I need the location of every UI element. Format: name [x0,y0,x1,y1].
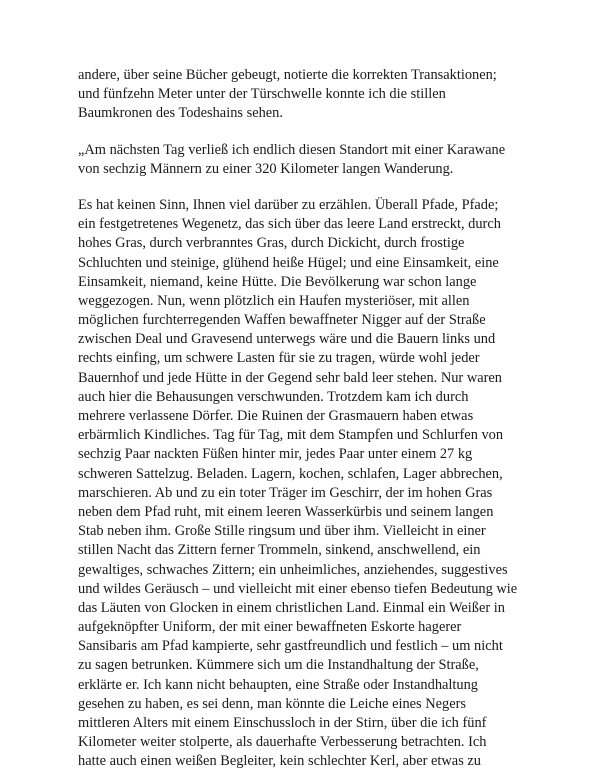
text-line: hohes Gras, durch verbranntes Gras, durch Dickicht, durch frostige [78,235,465,252]
paragraph-3 [78,196,534,772]
paragraph-spacer [78,179,534,196]
text-line: neben dem Pfad ruht, mit einem leeren Wasserkürbis und seinem langen [78,503,494,520]
text-line: Baumkronen des Todeshains sehen. [78,105,283,122]
text-line: weggezogen. Nun, wenn plötzlich ein Haufen mysteriöser, mit allen [78,292,470,309]
text-line: Schluchten und steinige, glühend heiße Hügel; und eine Einsamkeit, eine [78,254,499,271]
paragraph-spacer [78,124,534,141]
text-line: Einsamkeit, niemand, keine Hütte. Die Bevölkerung war schon lange [78,273,477,290]
text-line: möglichen furchterregenden Waffen bewaffneter Nigger auf der Straße [78,312,486,329]
text-line: gewaltiges, schwaches Zittern; ein unheimliches, anziehendes, suggestives [78,561,508,578]
text-line: Bauernhof und jede Hütte in der Gegend sehr bald leer stehen. Nur waren [78,369,502,386]
paragraph-2 [78,141,534,179]
text-line: gesehen zu haben, es sei denn, man könnte die Leiche eines Negers [78,695,466,712]
text-line: mittleren Alters mit einem Einschussloch in der Stirn, über die ich fünf [78,715,487,731]
text-line: marschieren. Ab und zu ein toter Träger im Geschirr, der im hohen Gras [78,484,493,501]
text-line: Sansibaris am Pfad kampierte, sehr gastfreundlich und festlich – um nicht [78,638,503,655]
text-line: und fünfzehn Meter unter der Türschwelle konnte ich die stillen [78,86,446,103]
text-line: erklärte er. Ich kann nicht behaupten, eine Straße oder Instandhaltung [78,676,478,693]
text-line: auch hier die Behausungen verschwunden. Trotzdem kam ich durch [78,388,469,405]
text-line: zu sagen betrunken. Kümmere sich um die Instandhaltung der Straße, [78,657,479,674]
text-line: und wildes Geräusch – und vielleicht mit einer ebenso tiefen Bedeutung wie [78,580,518,597]
text-line: andere, über seine Bücher gebeugt, notierte die korrekten Transaktionen; [78,67,497,83]
text-line: ein festgetretenes Wegenetz, das sich über das leere Land erstreckt, durch [78,216,501,233]
text-line: Es hat keinen Sinn, Ihnen viel darüber zu erzählen. Überall Pfade, Pfade; [78,196,499,213]
paragraph-1 [78,66,534,124]
text-line: mehrere verlassene Dörfer. Die Ruinen der Grasmauern haben etwas [78,408,474,424]
text-line: sechzig Paar nackten Füßen hinter mir, jedes Paar unter einem 27 kg [78,446,473,463]
text-line: „Am nächsten Tag verließ ich endlich diesen Standort mit einer Karawane [78,141,506,158]
text-line: das Läuten von Glocken in einem christlichen Land. Einmal ein Weißer in [78,599,505,616]
text-line: erbärmlich Kindliches. Tag für Tag, mit dem Stampfen und Schlurfen von [78,427,504,444]
text-line: zwischen Deal und Gravesend unterwegs wäre und die Bauern links und [78,331,496,348]
text-line: aufgeknöpfter Uniform, der mit einer bewaffneten Eskorte hagerer [78,619,462,636]
text-line: von sechzig Männern zu einer 320 Kilometer langen Wanderung. [78,160,454,177]
text-line: rechts einfing, um schwere Lasten für sie zu tragen, würde wohl jeder [78,350,480,367]
document-page [78,66,534,772]
text-line: stillen Nacht das Zittern ferner Trommeln, sinkend, anschwellend, ein [78,542,481,559]
text-line: schweren Sattelzug. Beladen. Lagern, kochen, schlafen, Lager abbrechen, [78,465,503,482]
text-line: Stab neben ihm. Große Stille ringsum und über ihm. Vielleicht in einer [78,523,486,540]
text-line: hatte auch einen weißen Begleiter, kein schlechter Kerl, aber etwas zu [78,753,481,770]
text-line: Kilometer weiter stolperte, als dauerhafte Verbesserung betrachten. Ich [78,734,487,751]
